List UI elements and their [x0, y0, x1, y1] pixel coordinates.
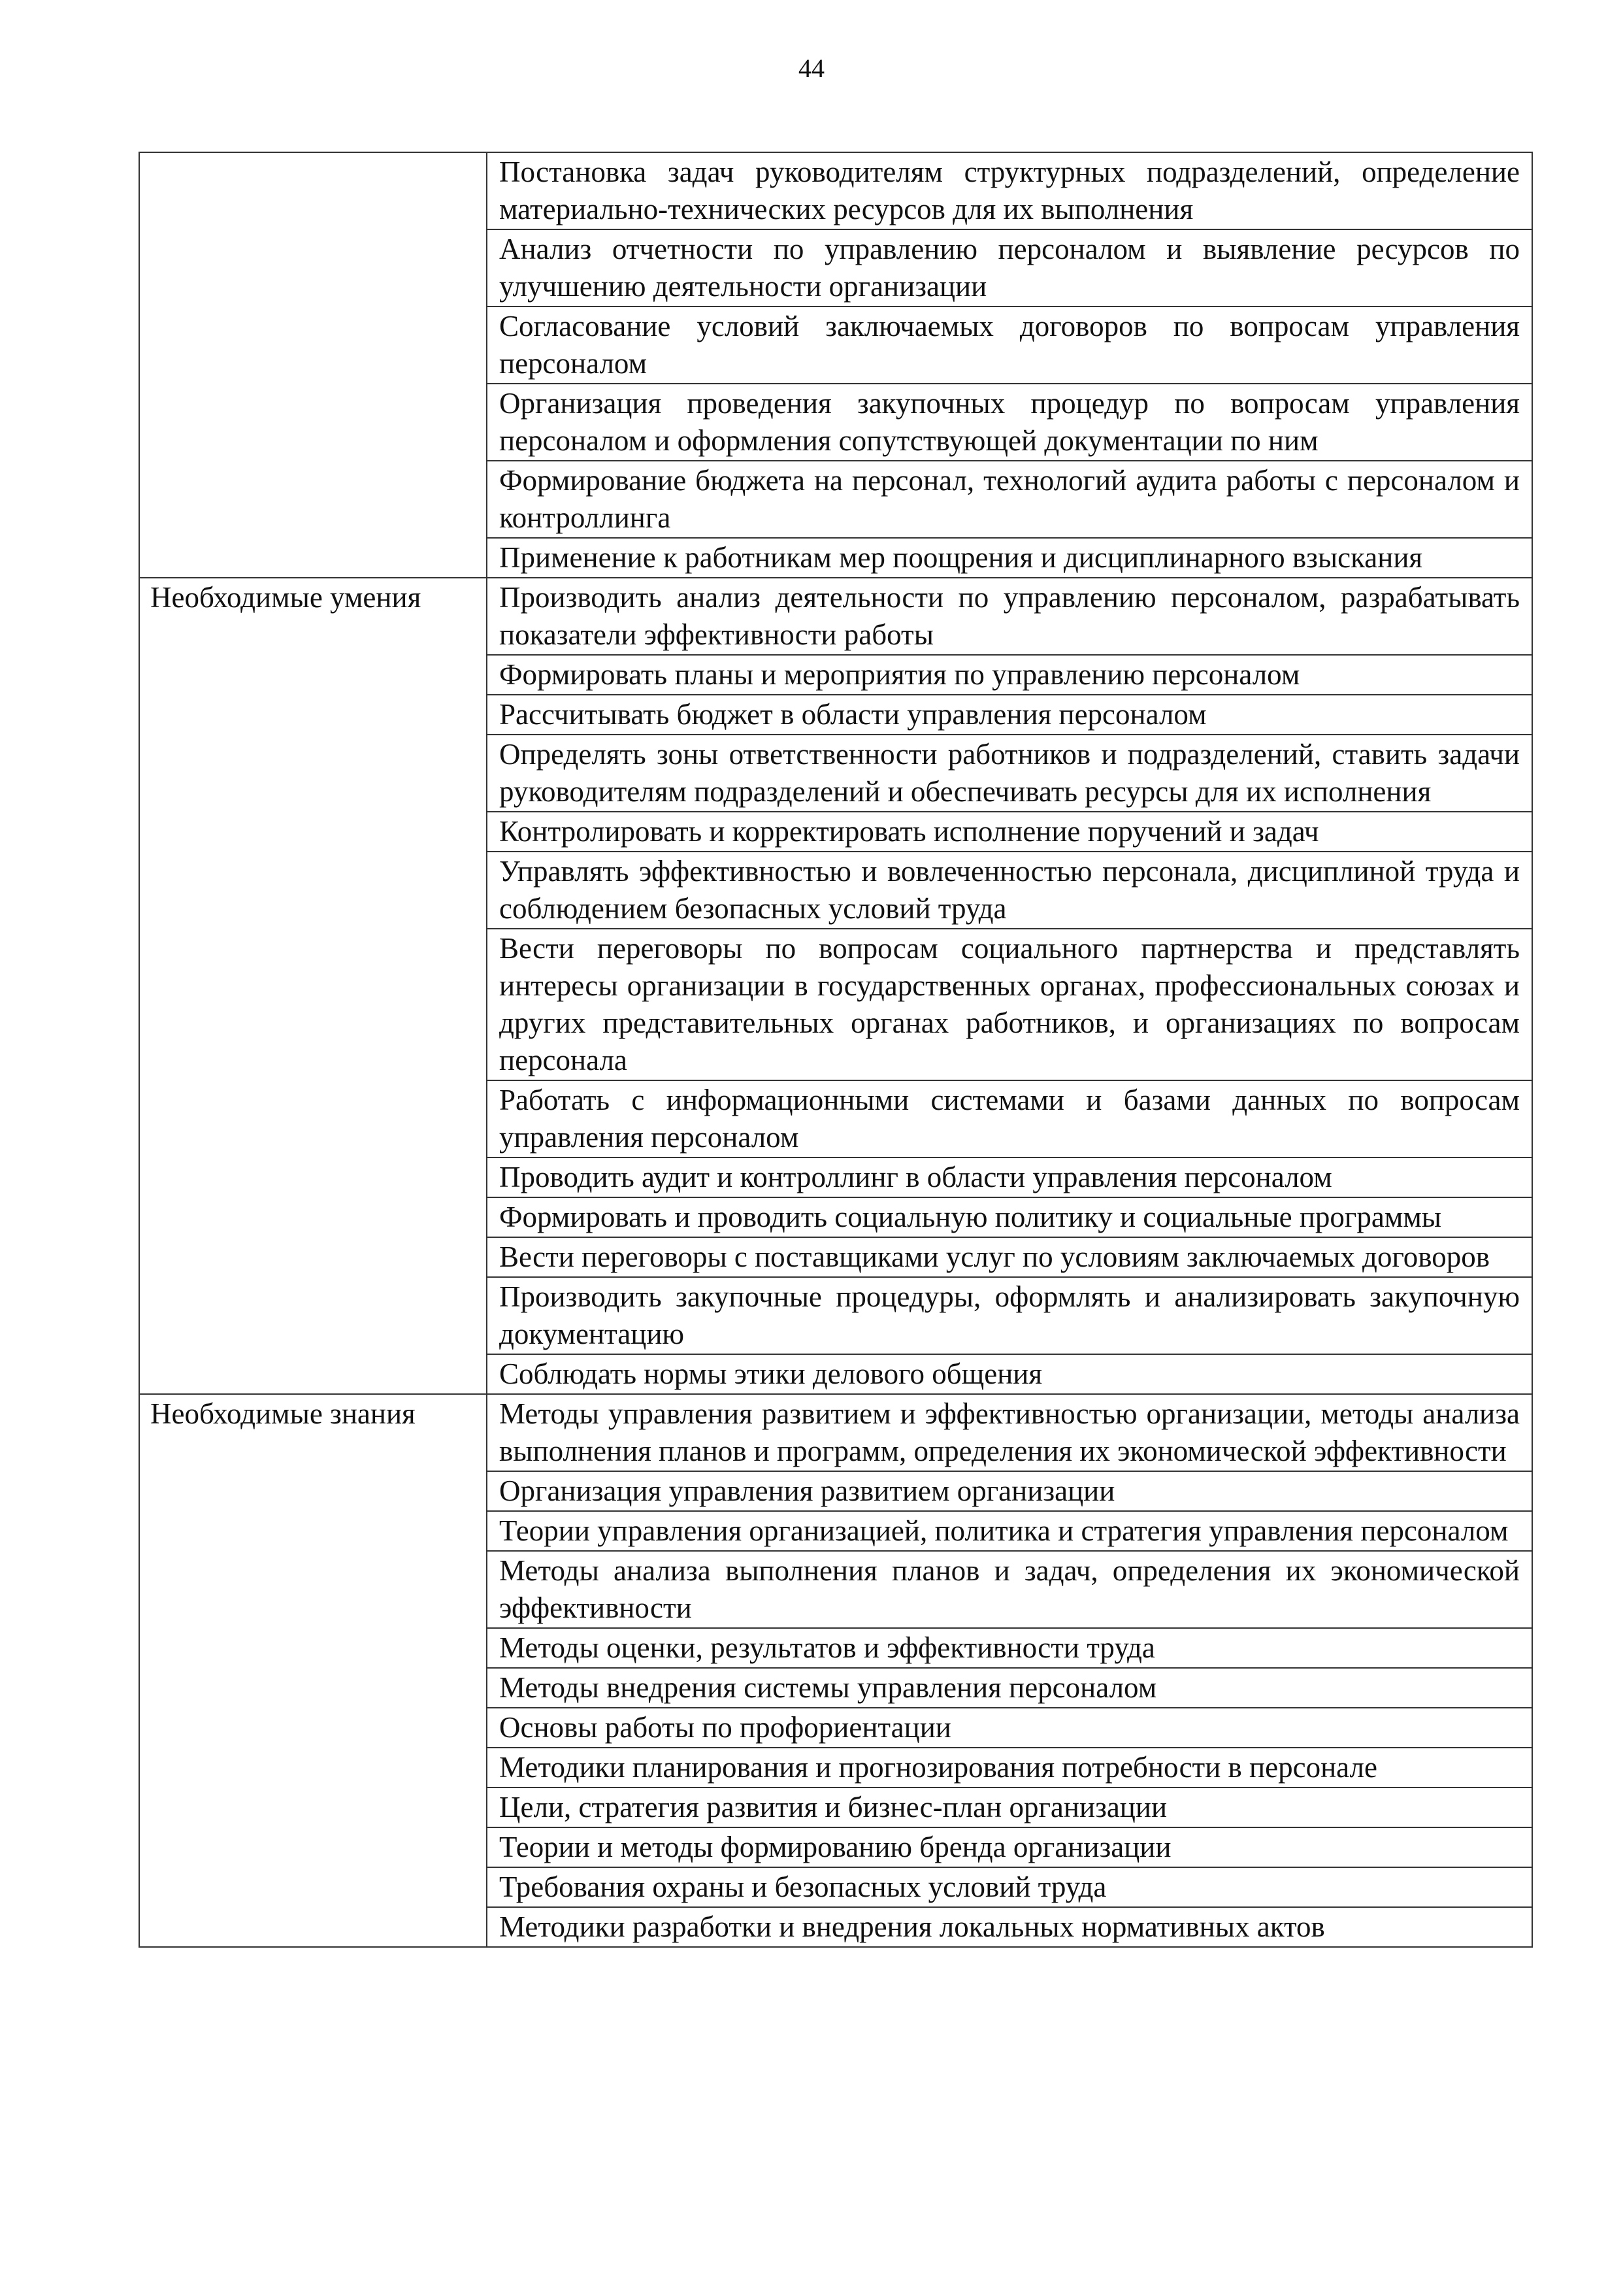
requirement-item: Вести переговоры по вопросам социального партнерства и представлять интересы организации в государственных органах, профессиональных союзах и других представительных органах работников, и организациях по вопросам персонала: [487, 929, 1532, 1080]
requirement-item: Теории и методы формированию бренда организации: [487, 1827, 1532, 1867]
page-number: 44: [798, 54, 825, 83]
requirement-item: Методы оценки, результатов и эффективности труда: [487, 1628, 1532, 1668]
requirement-item: Определять зоны ответственности работников и подразделений, ставить задачи руководителям подразделений и обеспечивать ресурсы для их исполнения: [487, 735, 1532, 812]
requirement-item: Требования охраны и безопасных условий труда: [487, 1867, 1532, 1907]
table-row: [139, 578, 1532, 655]
requirement-item: Анализ отчетности по управлению персоналом и выявление ресурсов по улучшению деятельности организации: [487, 229, 1532, 307]
requirement-item: Проводить аудит и контроллинг в области управления персоналом: [487, 1157, 1532, 1197]
section-label: Необходимые знания: [139, 1394, 487, 1947]
table-body: [139, 152, 1532, 1947]
requirement-item: Теории управления организацией, политика и стратегия управления персоналом: [487, 1511, 1532, 1551]
requirement-item: Согласование условий заключаемых договоров по вопросам управления персоналом: [487, 307, 1532, 384]
requirement-item: Постановка задач руководителям структурных подразделений, определение материально-технических ресурсов для их выполнения: [487, 152, 1532, 229]
requirement-item: Организация проведения закупочных процедур по вопросам управления персоналом и оформления сопутствующей документации по ним: [487, 384, 1532, 461]
requirement-item: Формирование бюджета на персонал, технологий аудита работы с персоналом и контроллинга: [487, 461, 1532, 538]
requirement-item: Контролировать и корректировать исполнение поручений и задач: [487, 812, 1532, 852]
requirement-item: Методы внедрения системы управления персоналом: [487, 1668, 1532, 1708]
requirement-item: Управлять эффективностью и вовлеченностью персонала, дисциплиной труда и соблюдением безопасных условий труда: [487, 852, 1532, 929]
requirement-item: Методы анализа выполнения планов и задач, определения их экономической эффективности: [487, 1551, 1532, 1628]
requirement-item: Методики разработки и внедрения локальных нормативных актов: [487, 1907, 1532, 1947]
competency-table: [139, 152, 1533, 1948]
requirement-item: Рассчитывать бюджет в области управления персоналом: [487, 695, 1532, 735]
requirement-item: Основы работы по профориентации: [487, 1708, 1532, 1748]
requirement-item: Формировать и проводить социальную политику и социальные программы: [487, 1197, 1532, 1237]
requirement-item: Методы управления развитием и эффективностью организации, методы анализа выполнения планов и программ, определения их экономической эффективности: [487, 1394, 1532, 1471]
requirement-item: Применение к работникам мер поощрения и дисциплинарного взыскания: [487, 538, 1532, 578]
requirement-item: Производить анализ деятельности по управлению персоналом, разрабатывать показатели эффективности работы: [487, 578, 1532, 655]
requirement-item: Цели, стратегия развития и бизнес-план организации: [487, 1788, 1532, 1827]
table-row: [139, 152, 1532, 229]
requirement-item: Формировать планы и мероприятия по управлению персоналом: [487, 655, 1532, 695]
requirement-item: Работать с информационными системами и базами данных по вопросам управления персоналом: [487, 1080, 1532, 1157]
requirement-item: Методики планирования и прогнозирования потребности в персонале: [487, 1748, 1532, 1788]
section-label: Необходимые умения: [139, 578, 487, 1394]
table-row: [139, 1394, 1532, 1471]
section-label: [139, 152, 487, 578]
requirement-item: Производить закупочные процедуры, оформлять и анализировать закупочную документацию: [487, 1277, 1532, 1354]
requirement-item: Вести переговоры с поставщиками услуг по условиям заключаемых договоров: [487, 1237, 1532, 1277]
requirement-item: Соблюдать нормы этики делового общения: [487, 1354, 1532, 1394]
requirement-item: Организация управления развитием организации: [487, 1471, 1532, 1511]
